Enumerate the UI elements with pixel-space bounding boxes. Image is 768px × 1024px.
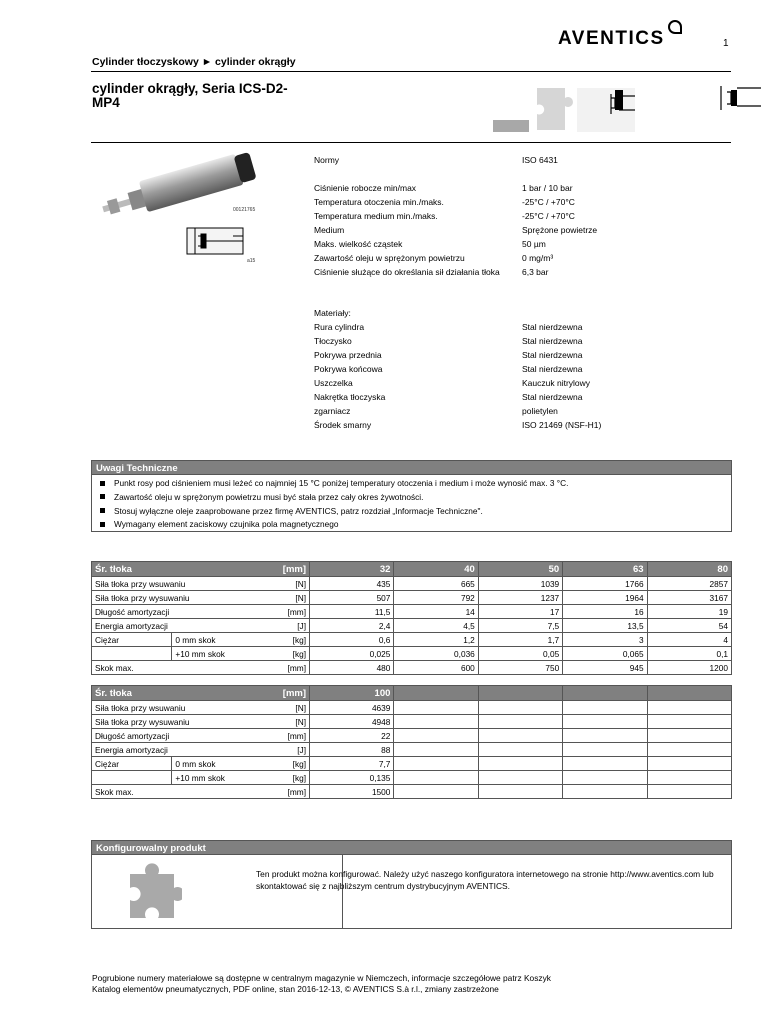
row-value [563, 701, 647, 715]
spec-row [314, 251, 734, 265]
table-row [92, 757, 732, 771]
row-value: 1,2 [394, 633, 478, 647]
table-row [92, 591, 732, 605]
spec-row [314, 223, 734, 237]
spec-row [314, 376, 734, 390]
spec-row [314, 181, 734, 195]
material-list [314, 306, 734, 432]
note-item [100, 519, 339, 529]
row-unit: [mm] [269, 729, 309, 743]
row-sublabel: +10 mm skok [172, 647, 269, 661]
row-value [478, 701, 562, 715]
row-unit: [mm] [269, 605, 309, 619]
row-unit: [N] [269, 701, 309, 715]
row-value [394, 757, 478, 771]
header-rule [91, 71, 731, 72]
row-value [394, 785, 478, 799]
header-diameter [394, 686, 478, 701]
spec-label: Zawartość oleju w sprężonym powietrzu [314, 253, 465, 263]
spec-label: Ciśnienie służące do określania sił działania tłoka [314, 267, 500, 277]
symbol-code-label: a15 [247, 258, 256, 264]
table-row [92, 701, 732, 715]
row-value [394, 729, 478, 743]
row-label: Siła tłoka przy wsuwaniu [92, 701, 270, 715]
spec-row [314, 209, 734, 223]
row-value: 4 [647, 633, 731, 647]
bullet-square-icon [100, 494, 105, 499]
page-title: cylinder okrągły, Seria ICS-D2-MP4 [92, 81, 288, 110]
table-header-row [92, 562, 732, 577]
row-value [647, 743, 731, 757]
row-value [563, 729, 647, 743]
spec-label: Maks. wielkość cząstek [314, 239, 403, 249]
row-value [563, 743, 647, 757]
row-value: 945 [563, 661, 647, 675]
row-value: 1237 [478, 591, 562, 605]
row-value [394, 701, 478, 715]
row-value [647, 785, 731, 799]
spec-value: ISO 21469 (NSF-H1) [522, 420, 602, 430]
row-label: Energia amortyzacji [92, 619, 270, 633]
row-value: 0,6 [310, 633, 394, 647]
spec-value: ISO 6431 [522, 155, 558, 165]
spec-label: Ciśnienie robocze min/max [314, 183, 417, 193]
spec-value: Stal nierdzewna [522, 392, 583, 402]
row-value: 16 [563, 605, 647, 619]
spec-value: 1 bar / 10 bar [522, 183, 573, 193]
row-value: 7,7 [310, 757, 394, 771]
spec-row [314, 418, 734, 432]
row-value: 600 [394, 661, 478, 675]
row-value: 4639 [310, 701, 394, 715]
cylinder-symbol-small-icon [721, 86, 761, 110]
header-pictograms [493, 84, 763, 134]
config-box [91, 855, 732, 929]
spec-value [522, 167, 734, 181]
row-value: 1039 [478, 577, 562, 591]
row-value: 17 [478, 605, 562, 619]
note-text: Wymagany element zaciskowy czujnika pola magnetycznego [114, 519, 339, 530]
row-label: Długość amortyzacji [92, 729, 270, 743]
row-value: 0,1 [647, 647, 731, 661]
table-row [92, 647, 732, 661]
row-value: 22 [310, 729, 394, 743]
spec-label: Pokrywa końcowa [314, 364, 383, 374]
spec-value: Sprężone powietrze [522, 225, 598, 235]
table-header-row [92, 686, 732, 701]
row-value: 1,7 [478, 633, 562, 647]
spec-value: Stal nierdzewna [522, 336, 583, 346]
header-label: Śr. tłoka [92, 686, 270, 701]
row-value: 13,5 [563, 619, 647, 633]
header-unit: [mm] [269, 562, 309, 577]
table-row [92, 661, 732, 675]
row-label: Skok max. [92, 785, 270, 799]
row-value: 14 [394, 605, 478, 619]
row-label: Energia amortyzacji [92, 743, 270, 757]
row-value: 435 [310, 577, 394, 591]
spec-value: Kauczuk nitrylowy [522, 378, 591, 388]
header-diameter: 40 [394, 562, 478, 577]
row-value [478, 729, 562, 743]
note-text: Stosuj wyłączne oleje zaaprobowane przez firmę AVENTICS, patrz rozdział „Informacje Techniczne". [114, 505, 483, 516]
spec-label [314, 167, 522, 181]
row-unit: [N] [269, 577, 309, 591]
row-label-empty [92, 647, 172, 661]
row-value: 1766 [563, 577, 647, 591]
row-unit: [mm] [269, 785, 309, 799]
row-unit: [kg] [269, 771, 309, 785]
bullet-square-icon [100, 481, 105, 486]
note-item [100, 506, 483, 516]
spec-label: Pokrywa przednia [314, 350, 382, 360]
page-number: 1 [723, 38, 729, 49]
spec-row [314, 306, 734, 320]
row-label: Długość amortyzacji [92, 605, 270, 619]
spec-label: Rura cylindra [314, 322, 365, 332]
row-label: Siła tłoka przy wysuwaniu [92, 591, 270, 605]
row-value [647, 729, 731, 743]
title-rule [91, 142, 731, 143]
row-value [563, 715, 647, 729]
table-row [92, 715, 732, 729]
row-value [394, 771, 478, 785]
cylinder-symbol-icon [577, 88, 635, 132]
row-label: Skok max. [92, 661, 270, 675]
row-label: Ciężar [92, 633, 172, 647]
spec-label: Medium [314, 225, 345, 235]
row-unit: [mm] [269, 661, 309, 675]
note-text: Zawartość oleju w sprężonym powietrzu musi być stała przez cały okres żywotności. [114, 491, 424, 502]
row-sublabel: 0 mm skok [172, 633, 269, 647]
header-unit: [mm] [269, 686, 309, 701]
row-sublabel: 0 mm skok [172, 757, 269, 771]
aventics-logo: AVENTICS [558, 28, 665, 49]
footer-line-1: Pogrubione numery materiałowe są dostępne w centralnym magazynie w Niemczech, informacje szczegółowe patrz Koszyk [92, 973, 551, 983]
row-value [563, 785, 647, 799]
row-label: Siła tłoka przy wsuwaniu [92, 577, 270, 591]
spec-value: Stal nierdzewna [522, 350, 583, 360]
row-sublabel: +10 mm skok [172, 771, 269, 785]
row-value: 0,05 [478, 647, 562, 661]
spec-list [314, 153, 734, 279]
bullet-square-icon [100, 522, 105, 527]
row-value [647, 757, 731, 771]
table-row [92, 619, 732, 633]
breadcrumb: Cylinder tłoczyskowy ► cylinder okrągły [92, 56, 296, 68]
config-text: Ten produkt można konfigurować. Należy użyć naszego konfiguratora internetowego na stronie http://www.aventics.com lub skontaktować się z najbliższym centrum dystrybucyjnym AVENTICS. [256, 869, 714, 891]
row-unit: [kg] [269, 633, 309, 647]
row-value [647, 771, 731, 785]
row-value [478, 771, 562, 785]
header-diameter: 80 [647, 562, 731, 577]
logo-mark-icon [668, 20, 682, 34]
table-row [92, 605, 732, 619]
spec-row [314, 404, 734, 418]
row-value: 792 [394, 591, 478, 605]
row-value [563, 757, 647, 771]
row-value: 4,5 [394, 619, 478, 633]
spec-label: Tłoczysko [314, 336, 352, 346]
spec-value: -25°C / +70°C [522, 197, 575, 207]
row-value: 0,065 [563, 647, 647, 661]
spec-value: 0 mg/m³ [522, 253, 554, 263]
config-header: Konfigurowalny produkt [91, 840, 732, 855]
spec-row [314, 348, 734, 362]
table-row [92, 633, 732, 647]
header-diameter: 50 [478, 562, 562, 577]
spec-row [314, 362, 734, 376]
spec-value: Stal nierdzewna [522, 364, 583, 374]
header-label: Śr. tłoka [92, 562, 270, 577]
row-value: 19 [647, 605, 731, 619]
row-value [394, 715, 478, 729]
spec-value: -25°C / +70°C [522, 211, 575, 221]
row-value: 0,135 [310, 771, 394, 785]
row-value: 480 [310, 661, 394, 675]
row-unit: [N] [269, 715, 309, 729]
row-value [478, 743, 562, 757]
row-label: Ciężar [92, 757, 172, 771]
row-value [478, 715, 562, 729]
row-value: 665 [394, 577, 478, 591]
header-diameter [478, 686, 562, 701]
spec-row [314, 153, 734, 167]
spec-value: 6,3 bar [522, 267, 549, 277]
header-diameter: 100 [310, 686, 394, 701]
row-value: 11,5 [310, 605, 394, 619]
row-value: 507 [310, 591, 394, 605]
row-unit: [N] [269, 591, 309, 605]
spec-row [314, 334, 734, 348]
row-value [394, 743, 478, 757]
header-diameter [563, 686, 647, 701]
bullet-square-icon [100, 508, 105, 513]
header-diameter: 32 [310, 562, 394, 577]
spec-label: Nakrętka tłoczyska [314, 392, 386, 402]
spec-row [314, 320, 734, 334]
row-value: 1500 [310, 785, 394, 799]
spec-value [522, 306, 734, 320]
row-value: 4948 [310, 715, 394, 729]
row-value: 3 [563, 633, 647, 647]
table-row [92, 785, 732, 799]
puzzle-icon [128, 862, 182, 920]
row-value: 1964 [563, 591, 647, 605]
footer [92, 973, 551, 995]
spec-label: Uszczelka [314, 378, 353, 388]
spec-label: Temperatura otoczenia min./maks. [314, 197, 444, 207]
spec-label: Materiały: [314, 308, 351, 318]
spec-value: polietylen [522, 406, 558, 416]
spec-label: Normy [314, 155, 340, 165]
row-value: 54 [647, 619, 731, 633]
part-number-label: 00121765 [233, 207, 256, 213]
row-value: 750 [478, 661, 562, 675]
spec-label: Środek smarny [314, 420, 372, 430]
row-label: Siła tłoka przy wysuwaniu [92, 715, 270, 729]
row-value: 0,036 [394, 647, 478, 661]
note-item [100, 492, 423, 502]
header-diameter [647, 686, 731, 701]
note-item [100, 478, 568, 488]
row-value: 7,5 [478, 619, 562, 633]
row-value [563, 771, 647, 785]
table-row [92, 729, 732, 743]
spec-row [314, 265, 734, 279]
row-unit: [kg] [269, 647, 309, 661]
puzzle-pictogram-icon [493, 88, 573, 132]
row-label-empty [92, 771, 172, 785]
row-value [647, 701, 731, 715]
row-value: 2857 [647, 577, 731, 591]
row-unit: [kg] [269, 757, 309, 771]
table-row [92, 771, 732, 785]
notes-header: Uwagi Techniczne [91, 460, 732, 475]
pneumatic-symbol-icon [185, 224, 255, 264]
spec-row [314, 390, 734, 404]
row-unit: [J] [269, 619, 309, 633]
header-diameter: 63 [563, 562, 647, 577]
row-value [647, 715, 731, 729]
spec-row [314, 195, 734, 209]
row-value [478, 785, 562, 799]
piston-data-table-2 [91, 685, 732, 799]
note-text: Punkt rosy pod ciśnieniem musi leżeć co najmniej 15 °C poniżej temperatury otoczenia i medium i może wynosić max. 3 °C. [114, 478, 569, 488]
row-value: 1200 [647, 661, 731, 675]
piston-data-table-1 [91, 561, 732, 675]
spec-value: Stal nierdzewna [522, 322, 583, 332]
row-value: 88 [310, 743, 394, 757]
table-row [92, 743, 732, 757]
table-row [92, 577, 732, 591]
spec-row [314, 167, 734, 181]
spec-label: Temperatura medium min./maks. [314, 211, 438, 221]
row-value: 2,4 [310, 619, 394, 633]
row-value [478, 757, 562, 771]
spec-label: zgarniacz [314, 406, 351, 416]
row-value: 0,025 [310, 647, 394, 661]
footer-line-2: Katalog elementów pneumatycznych, PDF online, stan 2016-12-13, © AVENTICS S.à r.l., zmiany zastrzeżone [92, 984, 499, 994]
row-value: 3167 [647, 591, 731, 605]
spec-row [314, 237, 734, 251]
row-unit: [J] [269, 743, 309, 757]
spec-value: 50 µm [522, 239, 546, 249]
